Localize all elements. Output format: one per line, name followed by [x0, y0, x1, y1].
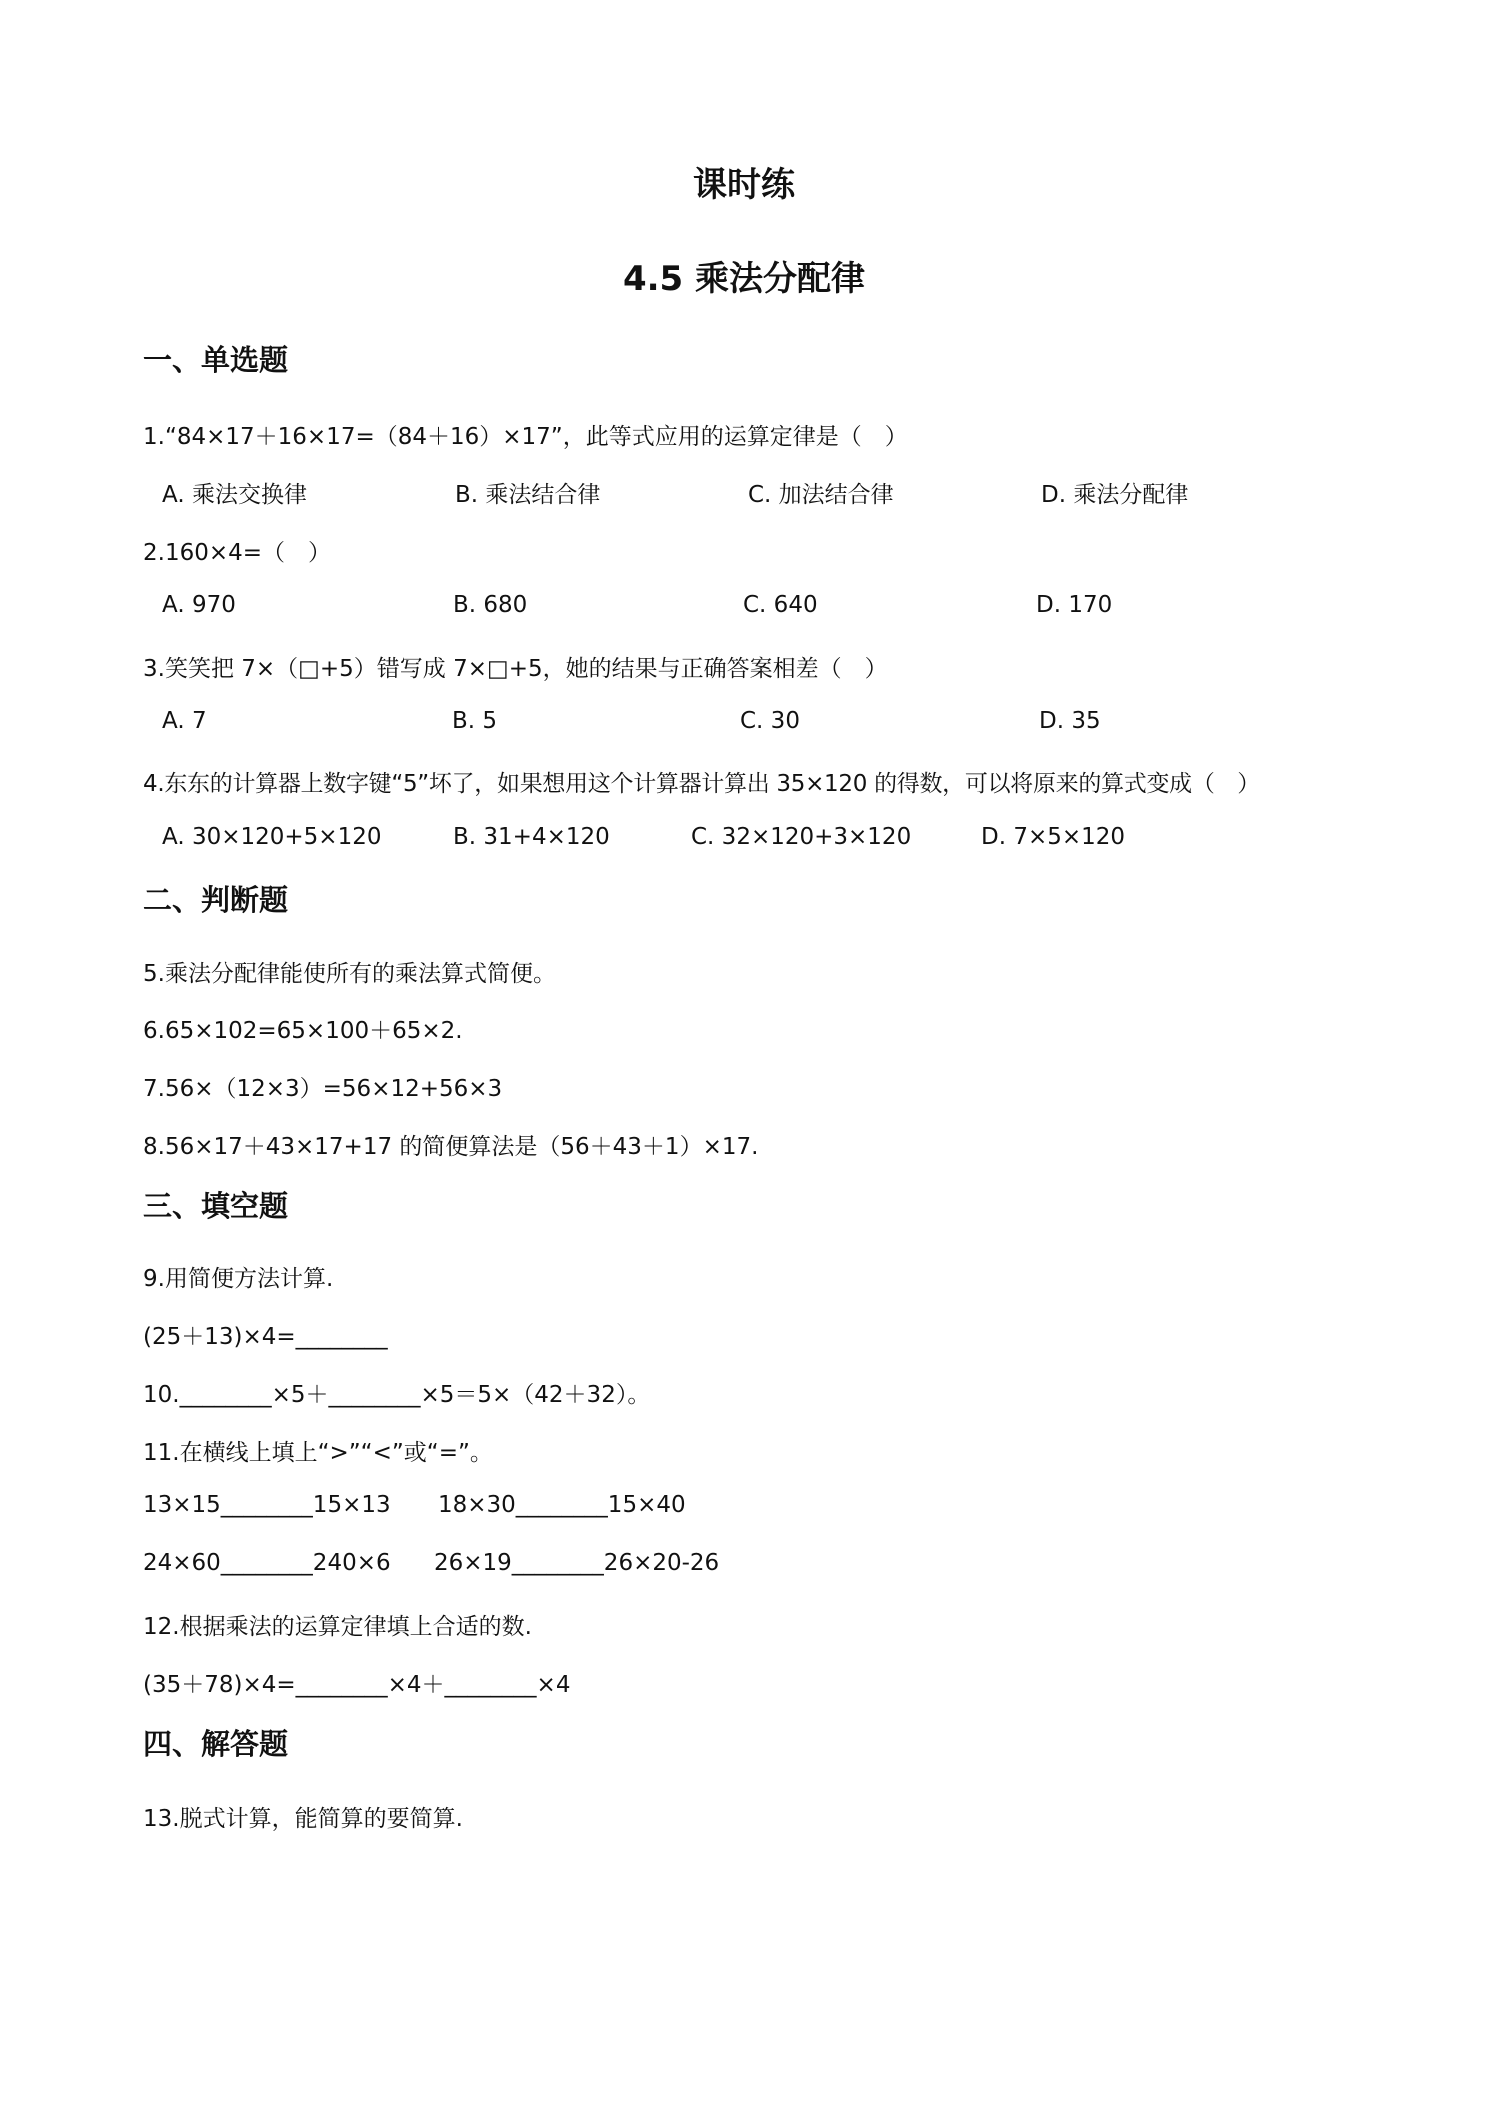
question-10: 10.________×5＋________×5＝5×（42＋32）。	[143, 1382, 651, 1408]
q3-option-a: A. 7	[162, 708, 207, 734]
question-5: 5.乘法分配律能使所有的乘法算式简便。	[143, 961, 556, 987]
q3-option-d: D. 35	[1039, 708, 1101, 734]
question-9-expression: (25＋13)×4=________	[143, 1324, 388, 1350]
question-12: 12.根据乘法的运算定律填上合适的数.	[143, 1614, 532, 1640]
question-4: 4.东东的计算器上数字键“5”坏了，如果想用这个计算器计算出 35×120 的得数，可以将原来的算式变成（ ）	[143, 771, 1260, 797]
q4-option-d: D. 7×5×120	[981, 824, 1126, 850]
question-6: 6.65×102=65×100＋65×2.	[143, 1018, 463, 1044]
q2-option-c: C. 640	[743, 592, 818, 618]
question-7: 7.56×（12×3）=56×12+56×3	[143, 1076, 503, 1102]
section-heading-judge: 二、判断题	[143, 883, 289, 917]
q2-option-b: B. 680	[453, 592, 528, 618]
q3-option-b: B. 5	[452, 708, 498, 734]
question-11: 11.在横线上填上“>”“<”或“=”。	[143, 1440, 493, 1466]
section-heading-fill: 三、填空题	[143, 1189, 289, 1223]
q2-option-d: D. 170	[1036, 592, 1113, 618]
question-3: 3.笑笑把 7×（□+5）错写成 7×□+5，她的结果与正确答案相差（ ）	[143, 656, 888, 682]
question-9: 9.用简便方法计算.	[143, 1266, 334, 1292]
page-subtitle: 4.5 乘法分配律	[622, 259, 866, 299]
page-title: 课时练	[693, 165, 795, 205]
q3-option-c: C. 30	[740, 708, 800, 734]
q4-option-b: B. 31+4×120	[453, 824, 610, 850]
question-2: 2.160×4=（ ）	[143, 540, 332, 566]
question-1: 1.“84×17＋16×17=（84＋16）×17”，此等式应用的运算定律是（ ）	[143, 424, 908, 450]
section-heading-solve: 四、解答题	[143, 1727, 289, 1761]
question-12-expression: (35＋78)×4=________×4＋________×4	[143, 1672, 571, 1698]
q4-option-c: C. 32×120+3×120	[691, 824, 912, 850]
q1-option-c: C. 加法结合律	[748, 482, 894, 508]
q4-option-a: A. 30×120+5×120	[162, 824, 382, 850]
q11-compare-3: 24×60________240×6	[143, 1550, 391, 1576]
q1-option-d: D. 乘法分配律	[1041, 482, 1189, 508]
section-heading-mc: 一、单选题	[143, 343, 289, 377]
q11-compare-1: 13×15________15×13	[143, 1492, 391, 1518]
q2-option-a: A. 970	[162, 592, 236, 618]
question-13: 13.脱式计算，能简算的要简算.	[143, 1806, 463, 1832]
q1-option-b: B. 乘法结合律	[455, 482, 601, 508]
question-8: 8.56×17＋43×17+17 的简便算法是（56＋43＋1）×17.	[143, 1134, 759, 1160]
q11-compare-2: 18×30________15×40	[438, 1492, 686, 1518]
q11-compare-4: 26×19________26×20-26	[434, 1550, 720, 1576]
q1-option-a: A. 乘法交换律	[162, 482, 307, 508]
